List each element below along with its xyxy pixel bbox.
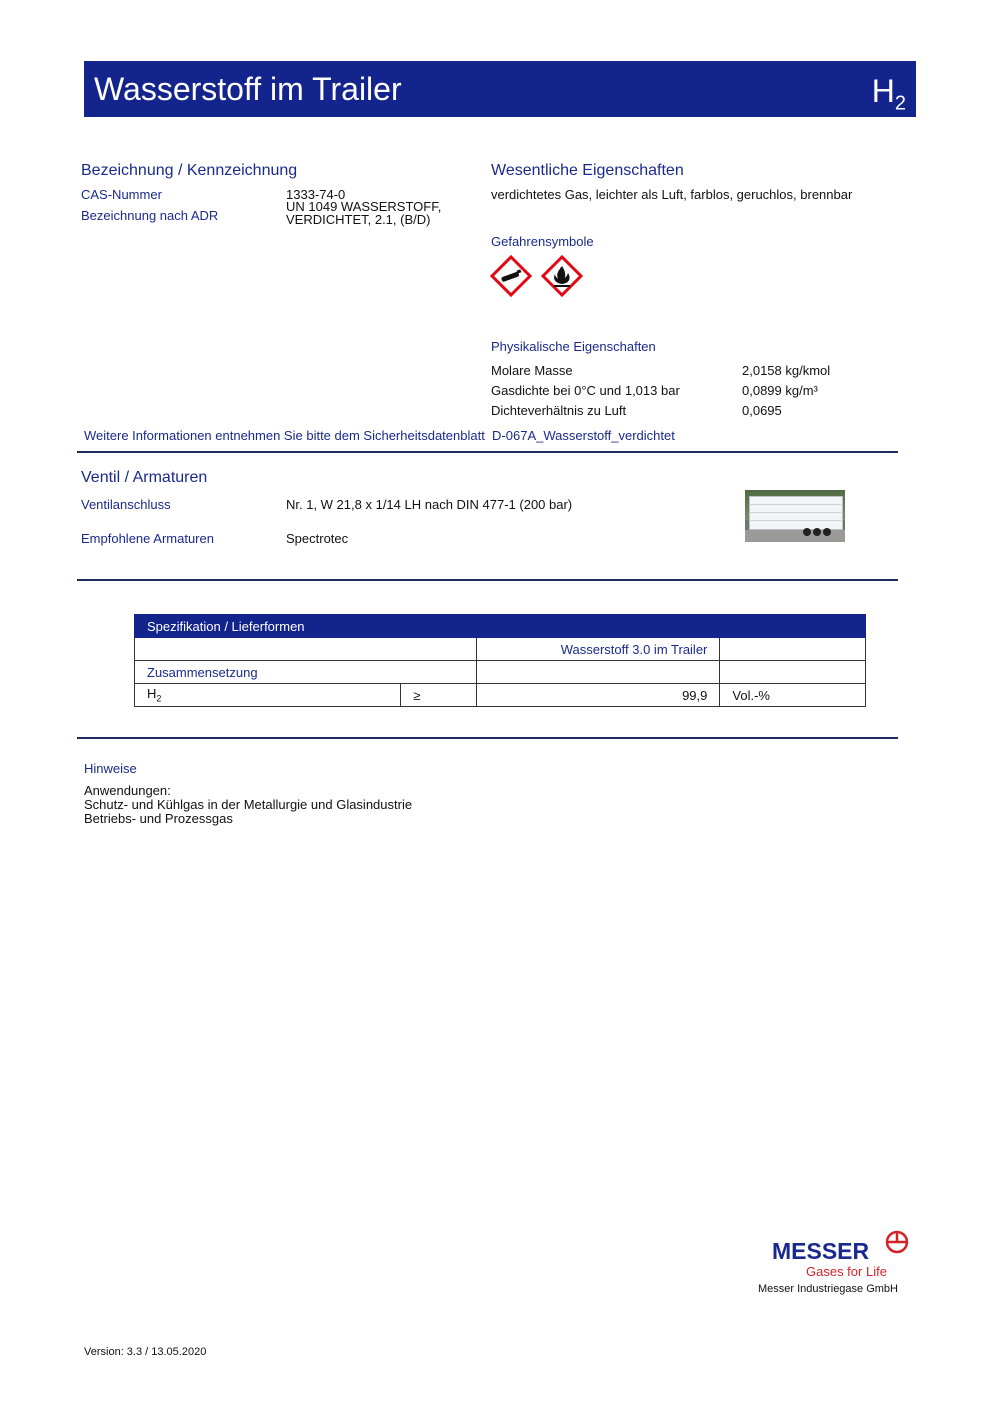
product-header: Wasserstoff 3.0 im Trailer (477, 638, 720, 661)
physical-label: Gasdichte bei 0°C und 1,013 bar (491, 383, 680, 398)
valve-heading: Ventil / Armaturen (81, 469, 208, 486)
messer-logo-icon (885, 1230, 909, 1254)
divider (77, 579, 898, 581)
component-cell: $H_2$ (135, 684, 401, 707)
header-bar (84, 61, 916, 117)
sds-note: Weitere Informationen entnehmen Sie bitte dem Sicherheitsdatenblatt D-067A_Wasserstoff_verdichtet (84, 428, 675, 443)
divider (77, 451, 898, 453)
gas-cylinder-icon (490, 255, 532, 297)
fittings-label: Empfohlene Armaturen (81, 531, 214, 546)
trailer-photo (745, 490, 845, 542)
cas-label: CAS-Nummer (81, 187, 162, 202)
valve-connection-label: Ventilanschluss (81, 497, 171, 512)
messer-logo-text: MESSER (772, 1238, 870, 1264)
physical-label: Molare Masse (491, 363, 573, 378)
version-info: Version: 3.3 / 13.05.2020 (84, 1346, 207, 1358)
designation-heading: Bezeichnung / Kennzeichnung (81, 162, 298, 179)
composition-label: Zusammensetzung (135, 661, 477, 684)
page-title: Wasserstoff im Trailer (94, 71, 402, 107)
physical-value: 2,0158 kg/kmol (742, 363, 831, 378)
adr-label: Bezeichnung nach ADR (81, 208, 219, 223)
table-row (135, 684, 866, 707)
notes-body: Anwendungen: Schutz- und Kühlgas in der Metallurgie und Glasindustrie Betriebs- und Prozessgas (84, 783, 413, 826)
divider (77, 737, 898, 739)
properties-heading: Wesentliche Eigenschaften (491, 162, 684, 179)
valve-connection-value: Nr. 1, W 21,8 x 1/14 LH nach DIN 477-1 (200 bar) (286, 497, 573, 512)
adr-value: UN 1049 WASSERSTOFF, VERDICHTET, 2.1, (B/D) (286, 199, 442, 227)
physical-label: Dichteverhältnis zu Luft (491, 403, 627, 418)
chemical-formula: $H_2$ (871, 73, 906, 115)
spec-table-title: Spezifikation / Lieferformen (135, 615, 866, 638)
physical-heading: Physikalische Eigenschaften (491, 339, 656, 354)
unit-cell: Vol.-% (720, 684, 866, 707)
fittings-value: Spectrotec (286, 531, 349, 546)
messer-tagline: Gases for Life (806, 1264, 887, 1279)
spec-table (134, 614, 866, 707)
physical-value: 0,0899 kg/m³ (742, 383, 818, 398)
physical-value: 0,0695 (742, 403, 782, 418)
company-name: Messer Industriegase GmbH (758, 1283, 898, 1295)
cas-value: 1333-74-0 (286, 187, 346, 202)
value-cell: 99,9 (477, 684, 720, 707)
operator-cell: ≥ (401, 684, 477, 707)
properties-description: verdichtetes Gas, leichter als Luft, farblos, geruchlos, brennbar (491, 187, 853, 202)
notes-heading: Hinweise (84, 761, 137, 776)
hazard-heading: Gefahrensymbole (491, 234, 594, 249)
flame-icon (541, 255, 583, 297)
